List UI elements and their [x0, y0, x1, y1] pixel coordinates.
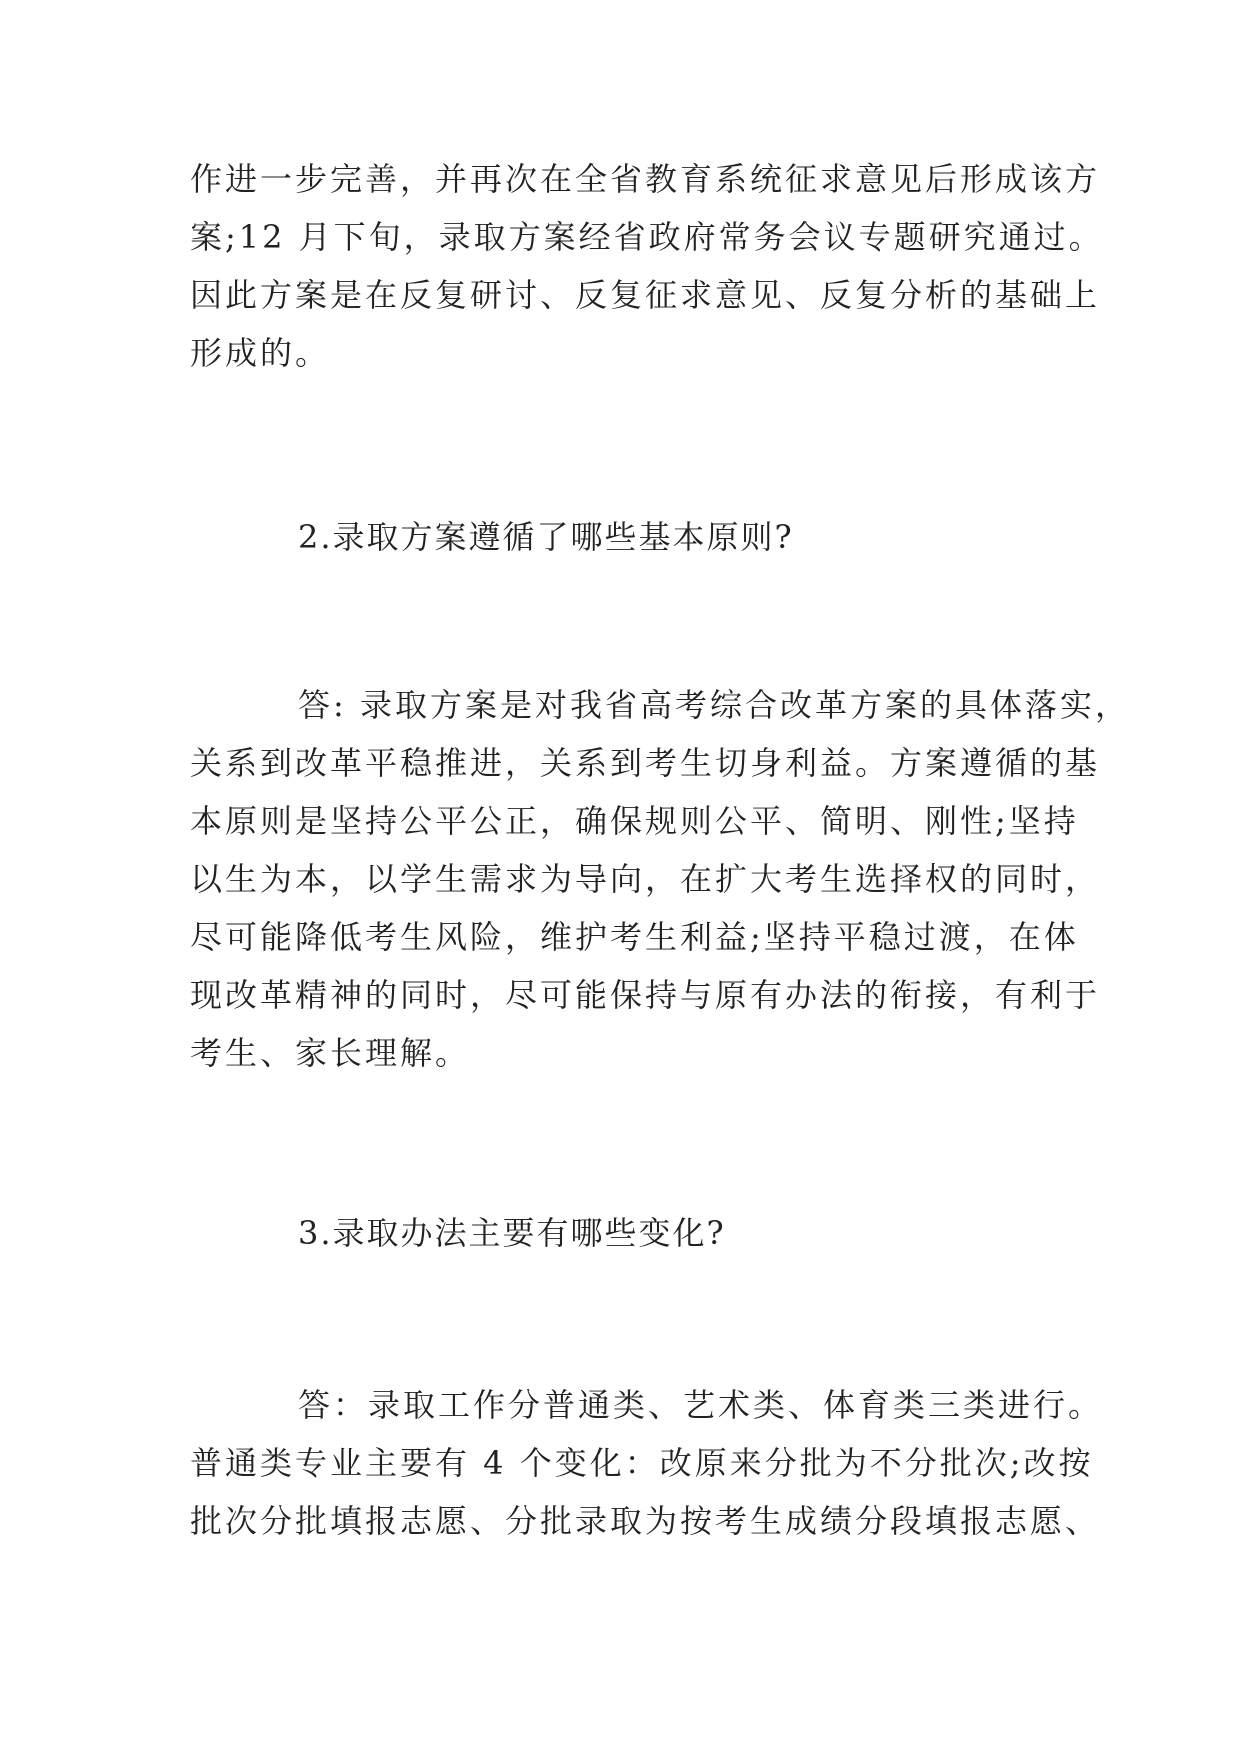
- paragraph-1: [190, 150, 1104, 382]
- paragraph-line: 因此方案是在反复研讨、反复征求意见、反复分析的基础上: [190, 276, 1101, 314]
- paragraph-line: 关系到改革平稳推进，关系到考生切身利益。方案遵循的基: [190, 744, 1101, 782]
- question-2-heading: 2.录取方案遵循了哪些基本原则?: [298, 518, 794, 556]
- paragraph-line: 尽可能降低考生风险，维护考生利益;坚持平稳过渡，在体: [190, 918, 1079, 956]
- paragraph-line: 考生、家长理解。: [190, 1034, 471, 1072]
- answer-2-paragraph: [190, 676, 1130, 1082]
- paragraph-line: 以生为本，以学生需求为导向，在扩大考生选择权的同时，: [190, 860, 1101, 898]
- paragraph-line: 作进一步完善，并再次在全省教育系统征求意见后形成该方: [190, 160, 1101, 198]
- paragraph-line: 答: 录取方案是对我省高考综合改革方案的具体落实，: [298, 686, 1130, 724]
- answer-3-paragraph: [190, 1376, 1104, 1550]
- paragraph-line: 现改革精神的同时，尽可能保持与原有办法的衔接，有利于: [190, 976, 1101, 1014]
- question-3-heading: 3.录取办法主要有哪些变化?: [298, 1214, 726, 1252]
- paragraph-line: 答：录取工作分普通类、艺术类、体育类三类进行。: [298, 1386, 1104, 1424]
- paragraph-line: 本原则是坚持公平公正，确保规则公平、简明、刚性;坚持: [190, 802, 1079, 840]
- paragraph-line: 普通类专业主要有 4 个变化：改原来分批为不分批次;改按: [190, 1444, 1094, 1482]
- paragraph-line: 形成的。: [190, 334, 331, 372]
- paragraph-line: 批次分批填报志愿、分批录取为按考生成绩分段填报志愿、: [190, 1502, 1101, 1540]
- paragraph-line: 案;12 月下旬，录取方案经省政府常务会议专题研究通过。: [190, 218, 1104, 256]
